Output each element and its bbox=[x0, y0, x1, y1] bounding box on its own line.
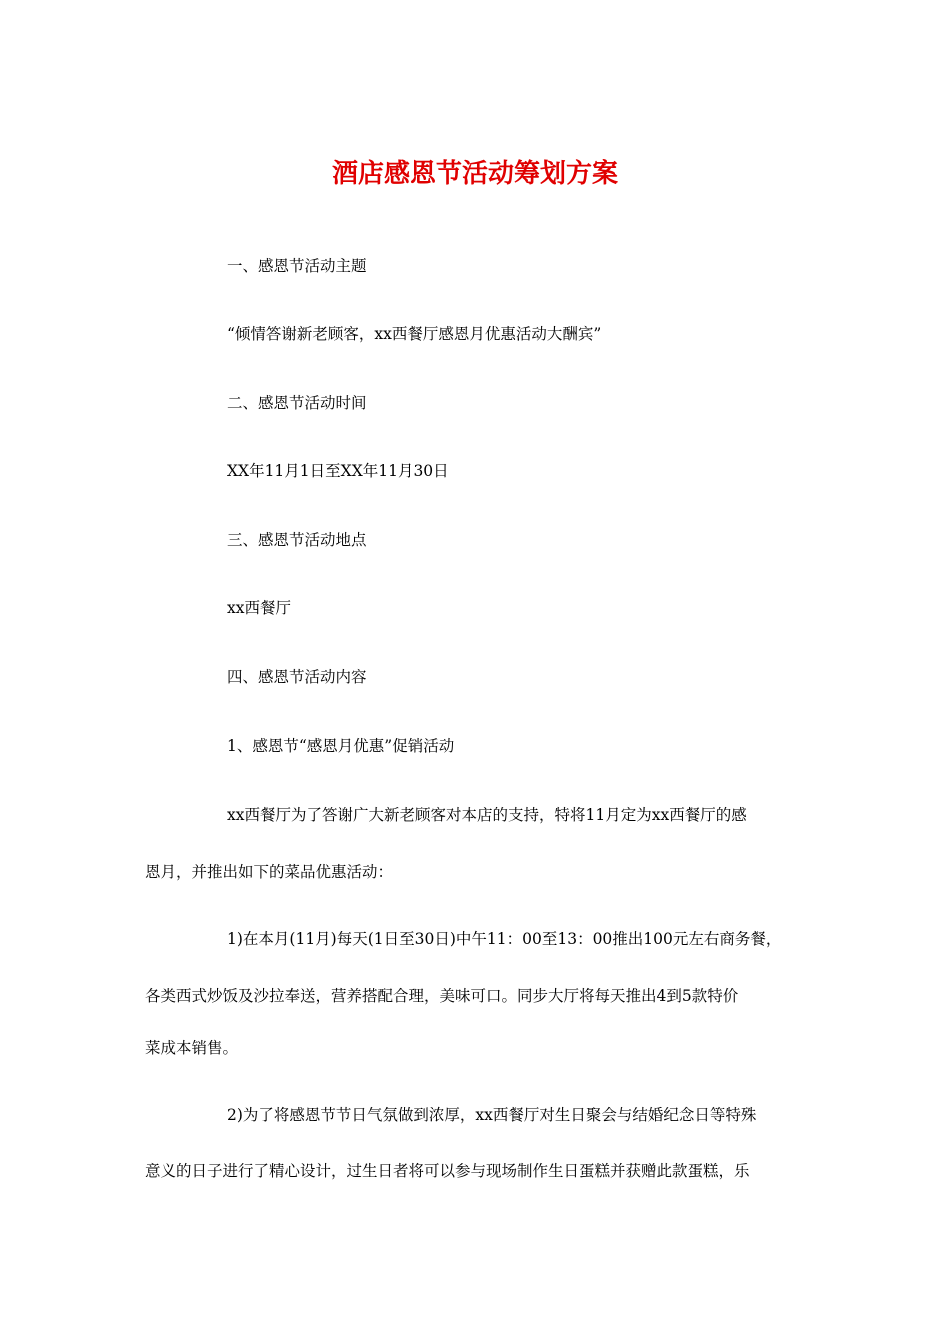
section-heading-theme: 一、感恩节活动主题 bbox=[227, 257, 367, 275]
paragraph-item1-line: 1)在本月(11月)每天(1日至30日)中午11：00至13：00推出100元左右商务餐， bbox=[227, 930, 782, 948]
document-title: 酒店感恩节活动筹划方案 bbox=[331, 159, 618, 189]
paragraph-intro-line: xx西餐厅为了答谢广大新老顾客对本店的支持，特将11月定为xx西餐厅的感 bbox=[227, 806, 747, 824]
subheading-promotion: 1、感恩节“感恩月优惠”促销活动 bbox=[227, 737, 455, 755]
location-text: xx西餐厅 bbox=[227, 599, 291, 617]
paragraph-intro-line: 恩月，并推出如下的菜品优惠活动： bbox=[145, 863, 394, 881]
paragraph-item1-line: 菜成本销售。 bbox=[145, 1039, 239, 1057]
paragraph-item2-line: 2)为了将感恩节节日气氛做到浓厚，xx西餐厅对生日聚会与结婚纪念日等特殊 bbox=[227, 1106, 757, 1124]
paragraph-item1-line: 各类西式炒饭及沙拉奉送，营养搭配合理，美味可口。同步大厅将每天推出4到5款特价 bbox=[145, 987, 739, 1005]
section-heading-content: 四、感恩节活动内容 bbox=[227, 668, 367, 686]
section-heading-location: 三、感恩节活动地点 bbox=[227, 531, 367, 549]
paragraph-item2-line: 意义的日子进行了精心设计，过生日者将可以参与现场制作生日蛋糕并获赠此款蛋糕，乐 bbox=[145, 1162, 750, 1180]
theme-text: “倾情答谢新老顾客，xx西餐厅感恩月优惠活动大酬宾” bbox=[227, 325, 602, 343]
time-text: XX年11月1日至XX年11月30日 bbox=[227, 462, 449, 480]
section-heading-time: 二、感恩节活动时间 bbox=[227, 394, 367, 412]
